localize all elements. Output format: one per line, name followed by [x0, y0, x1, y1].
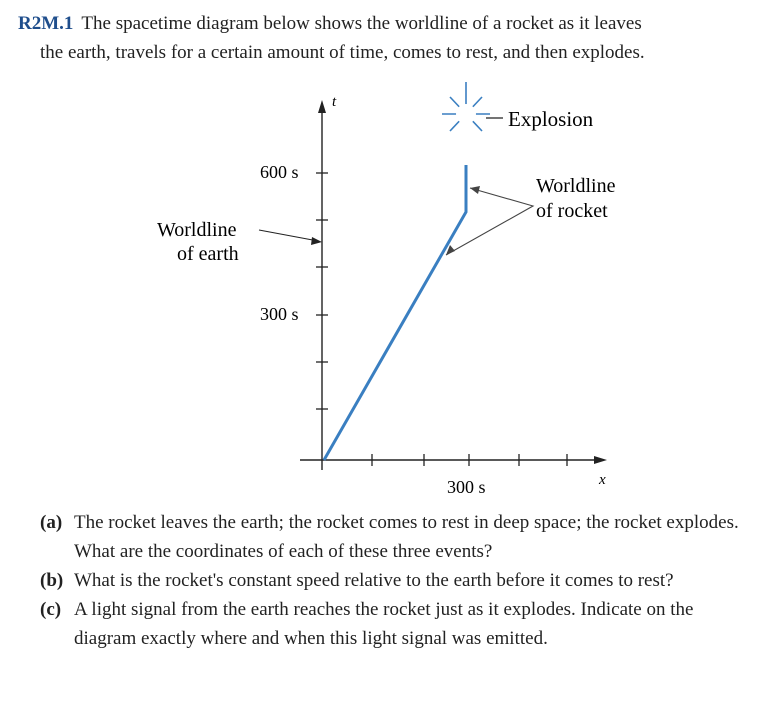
tick-label-600s: 600 s: [260, 162, 299, 182]
problem-line-1: The spacetime diagram below shows the worldline of a rocket as it leaves: [81, 13, 642, 34]
part-a: [40, 508, 740, 566]
t-axis-label: t: [332, 94, 337, 110]
part-b-text: What is the rocket's constant speed relative to the earth before it comes to rest?: [74, 570, 674, 591]
earth-pointer-line: [259, 230, 318, 241]
part-b-letter: (b): [40, 570, 64, 591]
part-c-text: A light signal from the earth reaches the rocket just as it explodes. Indicate on the diagram exactly where and when this light signal was emitted.: [74, 599, 694, 649]
part-a-letter: (a): [40, 512, 63, 533]
x-axis-arrow: [594, 456, 607, 464]
rocket-label-line-2: of rocket: [536, 200, 608, 222]
rocket-label-line-1: Worldline: [536, 175, 616, 197]
part-a-text: The rocket leaves the earth; the rocket comes to rest in deep space; the rocket explodes. What are the coordinates of each of these three events?: [74, 512, 739, 562]
earth-label-line-2: of earth: [177, 243, 239, 265]
earth-pointer-arrow: [311, 237, 322, 245]
tick-label-300s-x: 300 s: [447, 477, 486, 497]
rocket-pointer-arrow-top: [470, 186, 480, 194]
part-c: [40, 595, 740, 653]
problem-line-2: the earth, travels for a certain amount of time, comes to rest, and then explodes.: [40, 42, 645, 63]
explosion-label: Explosion: [508, 107, 594, 131]
explosion-burst-icon: [442, 82, 490, 131]
question-parts: [40, 508, 740, 653]
earth-label-line-1: Worldline: [157, 219, 237, 241]
t-axis-arrow: [318, 100, 326, 113]
tick-label-300s-t: 300 s: [260, 304, 299, 324]
part-c-letter: (c): [40, 599, 62, 620]
part-b: [40, 566, 740, 595]
problem-id: R2M.1: [18, 13, 74, 34]
rocket-worldline: [324, 165, 466, 460]
x-axis-label: x: [599, 472, 606, 488]
